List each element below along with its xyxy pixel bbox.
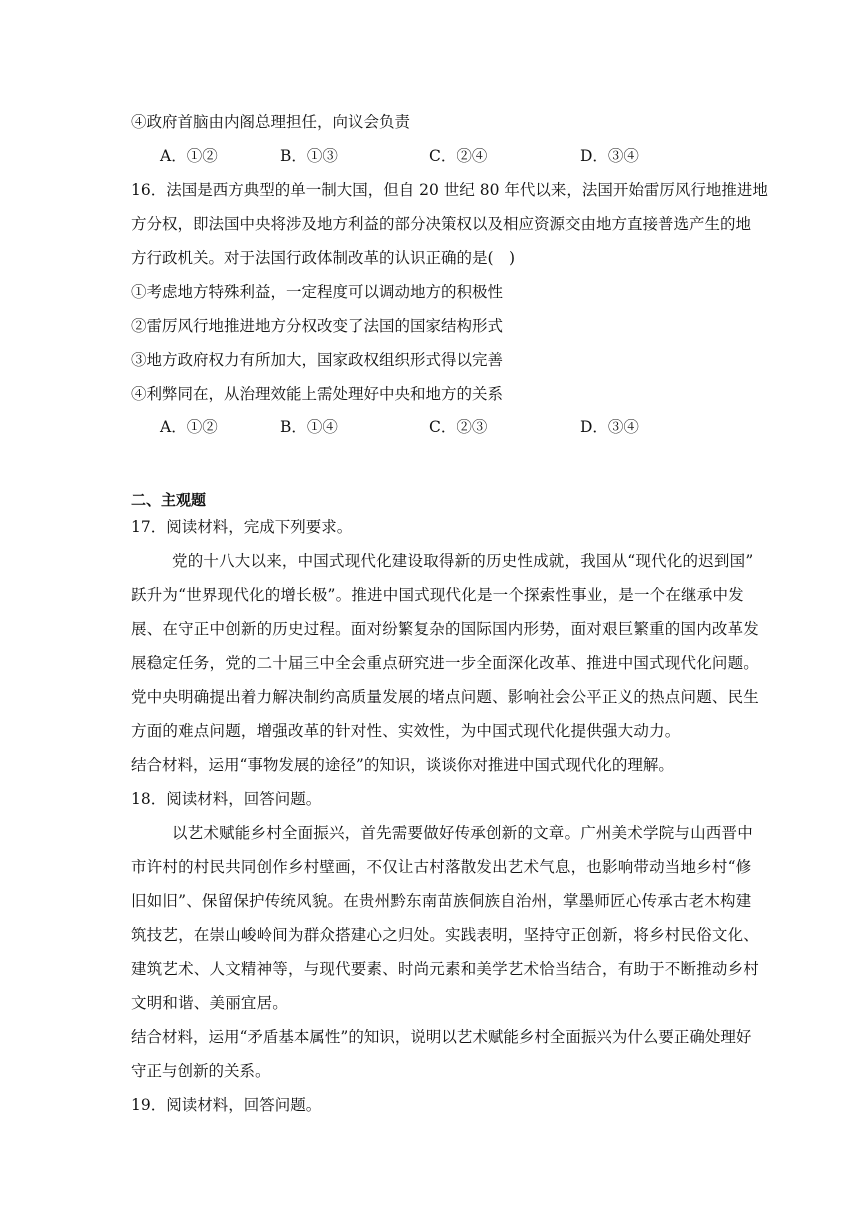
q15-option-b: B．①③: [280, 147, 338, 165]
q18-material-line: 旧如旧”、保留保护传统风貌。在贵州黔东南苗族侗族自治州，掌墨师匠心传承古老木构建: [131, 892, 752, 910]
q15-option-a: A．①②: [160, 147, 218, 165]
q18-material-line: 建筑艺术、人文精神等，与现代要素、时尚元素和美学艺术恰当结合，有助于不断推动乡村: [131, 960, 760, 978]
q17-material-line: 方面的难点问题，增强改革的针对性、实效性，为中国式现代化提供强大动力。: [131, 722, 681, 740]
q15-statement-4: ④政府首脑由内阁总理担任，向议会负责: [131, 113, 411, 131]
q17-material-line: 党中央明确提出着力解决制约高质量发展的堵点问题、影响社会公平正义的热点问题、民生: [131, 688, 760, 706]
q17-material-line: 展、在守正中创新的历史过程。面对纷繁复杂的国际国内形势，面对艰巨繁重的国内改革发: [131, 620, 760, 638]
q17-material-line: 展稳定任务，党的二十届三中全会重点研究进一步全面深化改革、推进中国式现代化问题。: [131, 654, 760, 672]
q17-material-line: 跃升为“世界现代化的增长极”。推进中国式现代化是一个探索性事业，是一个在继承中发: [131, 586, 744, 604]
q16-stem-line: 方分权，即法国中央将涉及地方利益的部分决策权以及相应资源交由地方直接普选产生的地: [131, 215, 752, 233]
q16-statement-3: ③地方政府权力有所加大，国家政权组织形式得以完善: [131, 351, 504, 369]
q15-option-d: D．③④: [580, 147, 639, 165]
section-title: 二、主观题: [131, 491, 207, 509]
q18-question-line: 结合材料，运用“矛盾基本属性”的知识，说明以艺术赋能乡村全面振兴为什么要正确处理好: [131, 1028, 752, 1046]
q17-question: 结合材料，运用“事物发展的途径”的知识，谈谈你对推进中国式现代化的理解。: [131, 756, 674, 774]
q16-option-b: B．①④: [280, 418, 338, 436]
q16-stem-line: 16．法国是西方典型的单一制大国，但自 20 世纪 80 年代以来，法国开始雷厉风行地推进地: [131, 181, 768, 199]
q17-stem: 17．阅读材料，完成下列要求。: [131, 518, 353, 536]
q16-option-c: C．②③: [429, 418, 488, 436]
q18-material-line: 以艺术赋能乡村全面振兴，首先需要做好传承创新的文章。广州美术学院与山西晋中: [172, 824, 753, 842]
q18-stem: 18．阅读材料，回答问题。: [131, 790, 322, 808]
q18-question-line: 守正与创新的关系。: [131, 1062, 271, 1080]
q19-stem: 19．阅读材料，回答问题。: [131, 1096, 322, 1114]
q17-material-line: 党的十八大以来，中国式现代化建设取得新的历史性成就，我国从“现代化的迟到国”: [172, 552, 754, 570]
q18-material-line: 市许村的村民共同创作乡村壁画，不仅让古村落散发出艺术气息，也影响带动当地乡村“修: [131, 858, 752, 876]
q16-statement-4: ④利弊同在，从治理效能上需处理好中央和地方的关系: [131, 385, 504, 403]
q16-stem-line: 方行政机关。对于法国行政体制改革的认识正确的是( ): [131, 249, 516, 267]
q18-material-line: 文明和谐、美丽宜居。: [131, 994, 289, 1012]
q16-option-a: A．①②: [160, 418, 218, 436]
q16-statement-2: ②雷厉风行地推进地方分权改变了法国的国家结构形式: [131, 317, 504, 335]
q16-statement-1: ①考虑地方特殊利益，一定程度可以调动地方的积极性: [131, 283, 504, 301]
q18-material-line: 筑技艺，在崇山峻岭间为群众搭建心之归处。实践表明，坚持守正创新，将乡村民俗文化、: [131, 926, 760, 944]
q16-option-d: D．③④: [580, 418, 639, 436]
q15-option-c: C．②④: [429, 147, 488, 165]
